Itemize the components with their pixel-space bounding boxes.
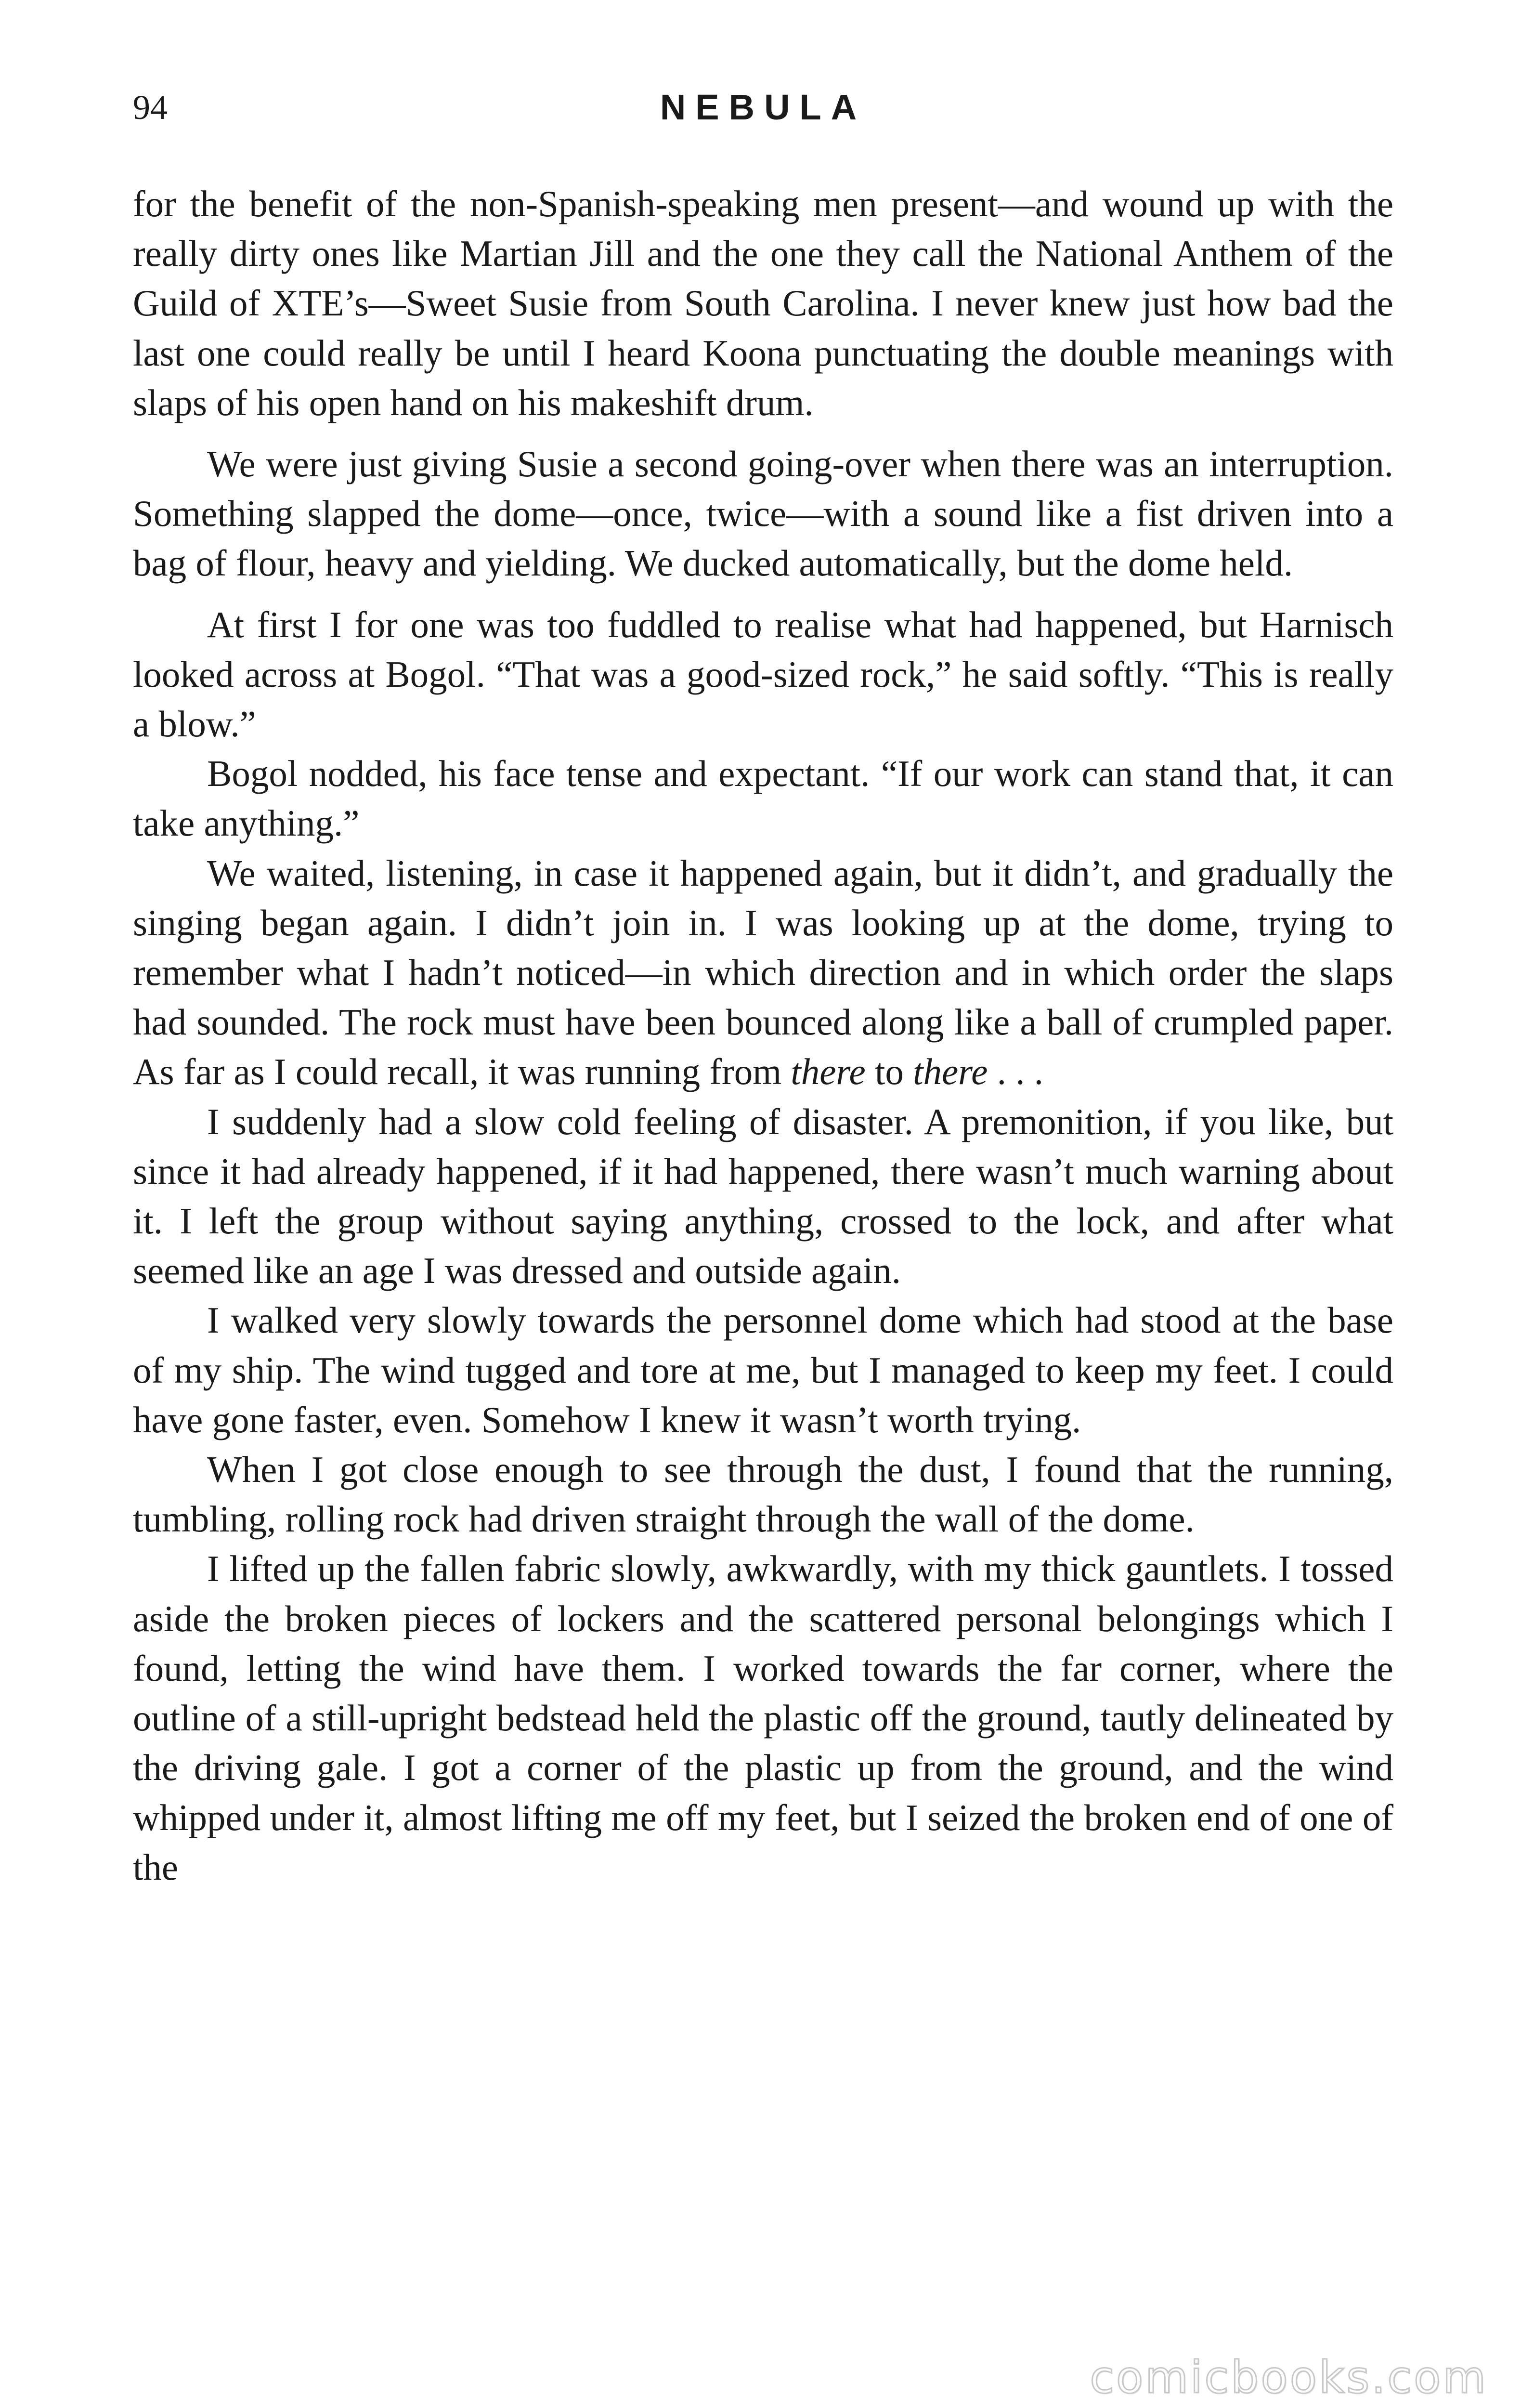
paragraph: I suddenly had a slow cold feeling of disaster. A premonition, if you like, but since it had already happened, if it had happened, there wasn’t much warning about it. I left the group without saying anything, crossed to the lock, and after what seemed like an age I was dressed and outside again. — [133, 1100, 1393, 1292]
page-number: 94 — [133, 88, 168, 127]
site-watermark: comicbooks.com — [1090, 2352, 1488, 2403]
paragraph: for the benefit of the non-Spanish-speaking men present—and wound up with the really dirty ones like Martian Jill and the one they call the National Anthem of the Guild of XTE’s—Sweet Susie from South Carolina. I never knew just how bad the last one could really be until I heard Koona punctuating the double meanings with slaps of his open hand on his makeshift drum. — [133, 183, 1393, 423]
paragraph-text: to — [865, 1051, 913, 1093]
page-header — [133, 81, 1393, 134]
paragraph-text: We waited, listening, in case it happened again, but it didn’t, and gradually the singing began again. I didn’t join in. I was looking up at the dome, trying to remember what I hadn’t noticed—in which direction and in which order the slaps had sounded. The rock must have been bounced along like a ball of crumpled paper. As far as I could recall, it was running from — [133, 852, 1393, 1093]
paragraph: I walked very slowly towards the personnel dome which had stood at the base of my ship. The wind tugged and tore at me, but I managed to keep my feet. I could have gone faster, even. Somehow I knew it wasn’t worth trying. — [133, 1299, 1393, 1440]
paragraph: I lifted up the fallen fabric slowly, awkwardly, with my thick gauntlets. I tossed aside the broken pieces of lockers and the scattered personal belongings which I found, letting the wind have them. I worked towards the far corner, where the outline of a still-upright bedstead held the plastic off the ground, tautly delineated by the driving gale. I got a corner of the plastic up from the ground, and the wind whipped under it, almost lifting me off my feet, but I seized the broken end of one of the — [133, 1548, 1393, 1888]
paragraph: At first I for one was too fuddled to realise what had happened, but Harnisch looked across at Bogol. “That was a good-sized rock,” he said softly. “This is really a blow.” — [133, 603, 1393, 745]
body-text — [133, 179, 1393, 1892]
italic-emphasis: there — [791, 1051, 866, 1093]
paragraph: We were just giving Susie a second going-over when there was an interruption. Something slapped the dome—once, twice—with a sound like a fist driven into a bag of flour, heavy and yielding. We ducked automatically, but the dome held. — [133, 443, 1393, 584]
paragraph-text: . . . — [988, 1051, 1043, 1093]
paragraph: Bogol nodded, his face tense and expectant. “If our work can stand that, it can take anything.” — [133, 753, 1393, 844]
paragraph — [133, 849, 1393, 1097]
italic-emphasis: there — [913, 1051, 988, 1093]
running-title: NEBULA — [660, 87, 867, 127]
paragraph: When I got close enough to see through the dust, I found that the running, tumbling, rolling rock had driven straight through the wall of the dome. — [133, 1449, 1393, 1540]
